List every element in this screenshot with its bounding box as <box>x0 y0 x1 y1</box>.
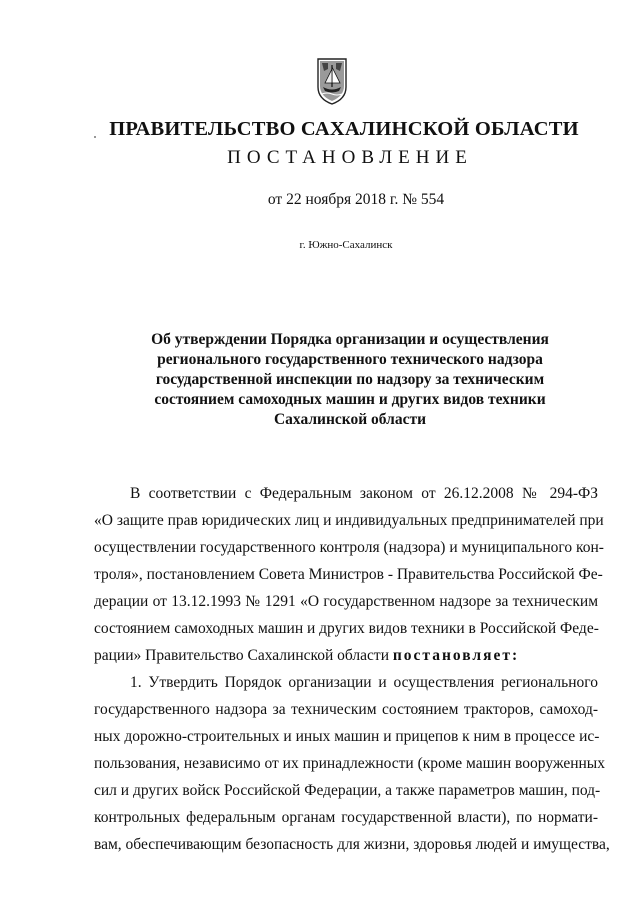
body-line: вам, обеспечивающим безопасность для жизни, здоровья людей и имущества, <box>94 836 610 853</box>
subject-line: состоянием самоходных машин и других видов техники <box>154 391 546 408</box>
body-line: осуществлении государственного контроля (надзора) и муниципального кон- <box>94 539 604 556</box>
body-line: состоянием самоходных машин и других видов техники в Российской Федe- <box>94 620 599 637</box>
body-line-final <box>94 646 519 666</box>
document-date-number: от 22 ноября 2018 г. № 554 <box>267 191 445 208</box>
document-city: г. Южно-Сахалинск <box>299 239 393 251</box>
body-line: дерации от 13.12.1993 № 1291 «О государственном надзоре за техническим <box>94 593 598 610</box>
body-line: 1. Утвердить Порядок организации и осуществления регионального <box>130 674 598 691</box>
government-title: ПРАВИТЕЛЬСТВО САХАЛИНСКОЙ ОБЛАСТИ <box>109 118 579 140</box>
subject-line: регионального государственного технического надзора <box>157 351 543 368</box>
body-line: контрольных федеральным органам государственной власти), по нормати- <box>94 809 598 826</box>
subject-line: государственной инспекции по надзору за техническим <box>155 371 545 388</box>
body-line: сил и других войск Российской Федерации, а также параметров машин, под- <box>94 782 601 799</box>
coat-of-arms-emblem <box>315 57 349 105</box>
body-line: государственного надзора за техническим состоянием тракторов, самоход- <box>94 701 598 718</box>
body-line: ных дорожно-строительных и иных машин и прицепов к ним в процессе ис- <box>94 728 600 745</box>
body-line: пользования, независимо от их принадлежности (кроме машин вооруженных <box>94 755 605 772</box>
body-line: «О защите прав юридических лиц и индивидуальных предпринимателей при <box>94 512 604 529</box>
resolution-keyword: постановляет: <box>392 647 520 664</box>
subject-line: Об утверждении Порядка организации и осуществления <box>151 331 549 348</box>
body-line: В соответствии с Федеральным законом от 26.12.2008 № 294-ФЗ <box>130 485 598 502</box>
body-text: рации» Правительство Сахалинской области <box>94 647 393 664</box>
subject-line: Сахалинской области <box>273 411 427 428</box>
document-subject <box>120 330 580 430</box>
document-type: ПОСТАНОВЛЕНИЕ <box>227 147 473 168</box>
body-line: троля», постановлением Совета Министров - Правительства Российской Фе- <box>94 566 603 583</box>
